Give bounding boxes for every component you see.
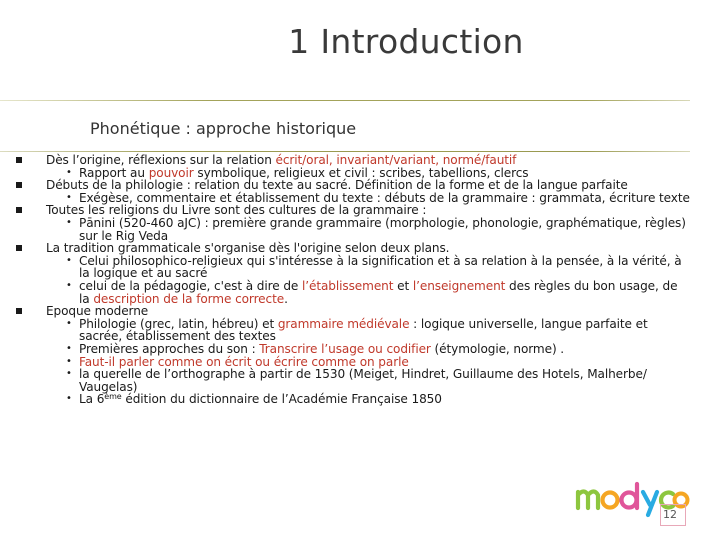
text-run: La 6 bbox=[79, 392, 105, 407]
text-run: la querelle de l’orthographe à partir de 1530 (Meiget, Hindret, Guillaume des Hotels, Malherbe/ Vaugelas) bbox=[79, 367, 647, 394]
round-bullet-icon: • bbox=[66, 355, 72, 367]
round-bullet-icon: • bbox=[66, 191, 72, 203]
text-run: Pānini (520-460 aJC) : première grande grammaire (morphologie, phonologie, graphématique, règles) sur le Rig Veda bbox=[79, 215, 686, 243]
text-run: . bbox=[284, 291, 288, 306]
square-bullet-icon bbox=[16, 157, 22, 163]
subtitle-divider bbox=[0, 151, 690, 152]
square-bullet-icon bbox=[16, 308, 22, 314]
round-bullet-icon: • bbox=[66, 166, 72, 178]
square-bullet-icon bbox=[16, 182, 22, 188]
page-number: 12 bbox=[663, 508, 677, 521]
highlighted-text: écrit/oral, invariant/variant, normé/fautif bbox=[275, 153, 517, 167]
sub-bullet-item bbox=[0, 280, 720, 305]
sub-bullet-item bbox=[0, 217, 720, 242]
text-run: des règles du bon usage, de la bbox=[79, 278, 678, 306]
highlighted-text: description de la forme correcte bbox=[93, 291, 285, 306]
sub-bullet-item bbox=[0, 368, 720, 393]
sub-bullet-item bbox=[0, 318, 720, 343]
round-bullet-icon: • bbox=[66, 317, 72, 329]
square-bullet-icon bbox=[16, 245, 22, 251]
highlighted-text: l’établissement bbox=[302, 278, 394, 293]
sub-bullet-item bbox=[0, 255, 720, 280]
text-run: La tradition grammaticale s'organise dès l'origine selon deux plans. bbox=[46, 241, 450, 256]
round-bullet-icon: • bbox=[66, 279, 72, 291]
round-bullet-icon: • bbox=[66, 342, 72, 354]
text-run: Rapport au bbox=[79, 165, 149, 180]
text-run: celui de la pédagogie, c'est à dire de bbox=[79, 278, 302, 293]
title-divider bbox=[0, 100, 690, 101]
square-bullet-icon bbox=[16, 207, 22, 213]
text-run: symbolique, religieux et civil : scribes, tabellions, clercs bbox=[193, 165, 529, 180]
text-run: ème bbox=[104, 392, 122, 402]
sub-bullet-item bbox=[0, 393, 720, 406]
text-run: édition du dictionnaire de l’Académie Française 1850 bbox=[121, 392, 442, 407]
text-run: Philologie (grec, latin, hébreu) et bbox=[79, 316, 278, 331]
highlighted-text: pouvoir bbox=[148, 165, 194, 180]
text-run: Premières approches du son : bbox=[79, 341, 260, 356]
text-run: et bbox=[393, 278, 413, 293]
highlighted-text: grammaire médiévale bbox=[277, 316, 410, 331]
text-run: Dès l’origine, réflexions sur la relation bbox=[46, 153, 276, 167]
round-bullet-icon: • bbox=[66, 254, 72, 266]
text-run: Epoque moderne bbox=[46, 304, 149, 319]
slide-title: 1 Introduction bbox=[288, 22, 524, 61]
text-run: Débuts de la philologie : relation du texte au sacré. Définition de la forme et de la langue parfaite bbox=[46, 178, 628, 193]
highlighted-text: l’enseignement bbox=[412, 278, 506, 293]
text-run: Celui philosophico-religieux qui s'intéresse à la signification et à sa relation à la pensée, à la vérité, à la logique et au sacré bbox=[79, 253, 682, 281]
highlighted-text: Faut-il parler comme on écrit ou écrire comme on parle bbox=[79, 354, 409, 369]
round-bullet-icon: • bbox=[66, 393, 72, 405]
text-run: Toutes les religions du Livre sont des cultures de la grammaire : bbox=[46, 203, 427, 218]
highlighted-text: Transcrire l’usage ou codifier bbox=[259, 341, 431, 356]
text-run: (étymologie, norme) . bbox=[430, 341, 565, 356]
text-run: Exégèse, commentaire et établissement du texte : débuts de la grammaire : grammata, écriture texte bbox=[79, 190, 690, 205]
text-run: : logique universelle, langue parfaite et sacrée, établissement des textes bbox=[79, 316, 648, 344]
slide-subtitle: Phonétique : approche historique bbox=[90, 119, 357, 138]
bullet-list bbox=[0, 154, 720, 406]
round-bullet-icon: • bbox=[66, 368, 72, 380]
round-bullet-icon: • bbox=[66, 216, 72, 228]
